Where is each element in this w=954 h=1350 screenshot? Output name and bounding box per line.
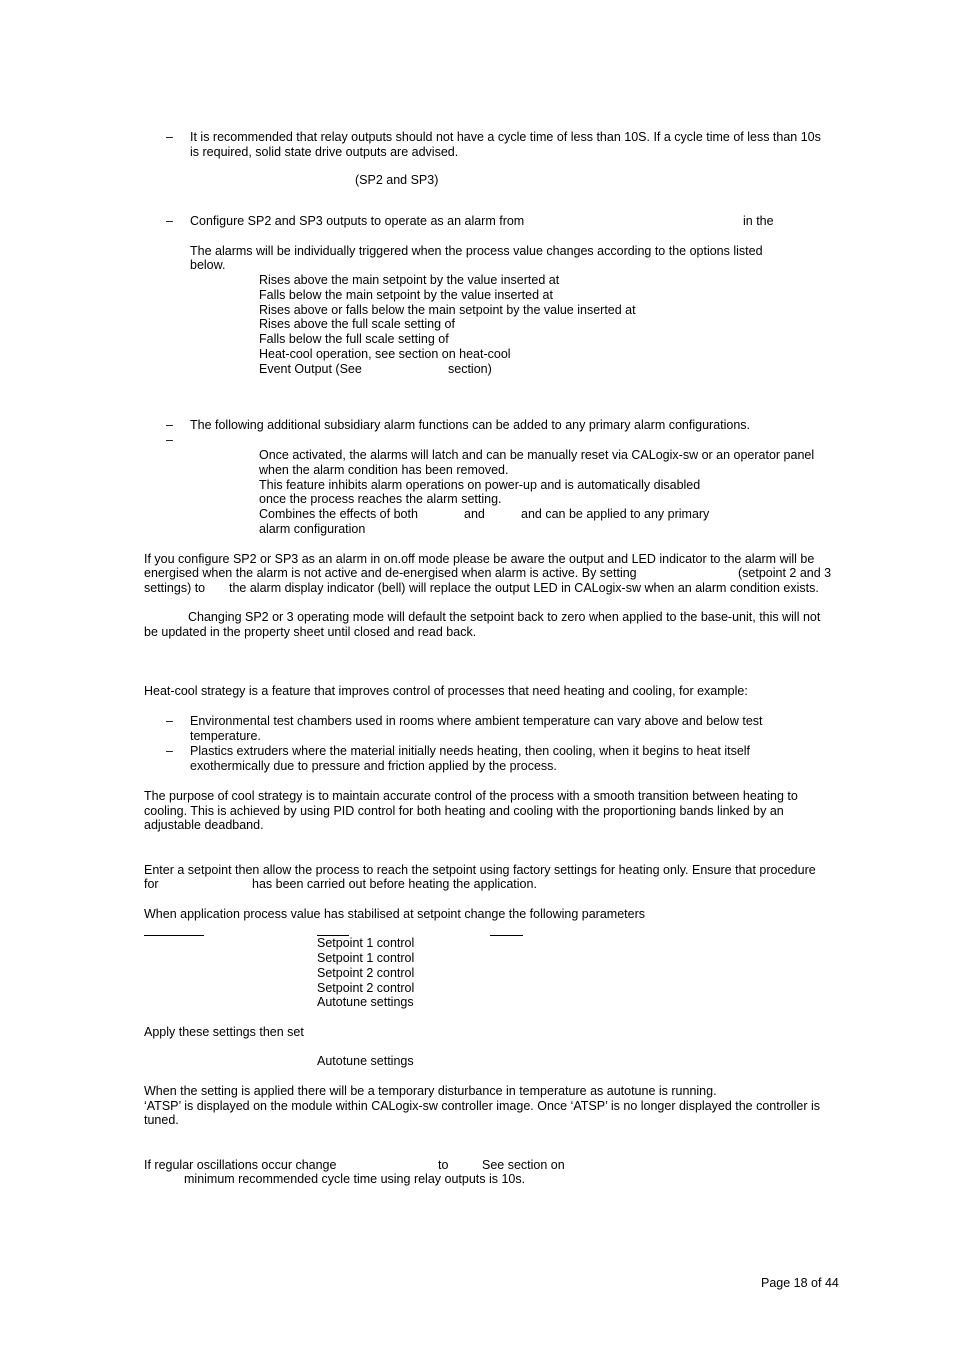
table-header-rule — [144, 935, 204, 936]
bullet-dash: – — [166, 418, 173, 432]
bullet-dash: – — [166, 433, 173, 447]
oscill-pre: If regular oscillations occur change — [144, 1158, 337, 1172]
bullet-dash: – — [166, 744, 173, 758]
param-row: Setpoint 1 control — [317, 951, 415, 965]
autotune-note-line1: When the setting is applied there will be a temporary disturbance in temperature as autotune is running. — [144, 1084, 717, 1098]
bullet-dash: – — [166, 130, 173, 144]
apply-text: Apply these settings then set — [144, 1025, 304, 1039]
autotune-note-line2: ‘ATSP’ is displayed on the module within CALogix-sw controller image. Once ‘ATSP’ is no longer displayed the controller is — [144, 1099, 821, 1113]
onoff-line1: If you configure SP2 or SP3 as an alarm in on.off mode please be aware the output and LED indicator to the alarm will be — [144, 552, 815, 566]
latch-line1: Once activated, the alarms will latch and can be manually reset via CALogix-sw or an operator panel — [259, 448, 815, 462]
combine-and: and — [464, 507, 485, 521]
heatcool-example-line2: exothermically due to pressure and friction applied by the process. — [190, 759, 557, 773]
combine-line2: alarm configuration — [259, 522, 366, 536]
change-note-line2: be updated in the property sheet until closed and read back. — [144, 625, 477, 639]
setpoint-proc-line2: has been carried out before heating the application. — [252, 877, 537, 891]
heatcool-intro: Heat-cool strategy is a feature that improves control of processes that need heating and cooling, for example: — [144, 684, 748, 698]
onoff-line3b: the alarm display indicator (bell) will replace the output LED in CALogix-sw when an alarm condition exists. — [229, 581, 819, 595]
purpose-line3: adjustable deadband. — [144, 818, 264, 832]
setpoint-proc-for: for — [144, 877, 159, 891]
alarm-intro-line2: below. — [190, 258, 226, 272]
param-row: Autotune settings — [317, 995, 414, 1009]
setpoint-proc-line1: Enter a setpoint then allow the process to reach the setpoint using factory settings for heating only. Ensure that procedure — [144, 863, 816, 877]
inhibit-line1: This feature inhibits alarm operations on power-up and is automatically disabled — [259, 478, 701, 492]
bullet-dash: – — [166, 214, 173, 228]
page-number: Page 18 of 44 — [761, 1276, 839, 1290]
combine-post: and can be applied to any primary — [521, 507, 710, 521]
latch-line2: when the alarm condition has been removed. — [259, 463, 509, 477]
oscill-see: See section on — [482, 1158, 565, 1172]
sp-heading: (SP2 and SP3) — [355, 173, 439, 187]
alarm-option: Rises above or falls below the main setpoint by the value inserted at — [259, 303, 636, 317]
alarm-option: Falls below the main setpoint by the value inserted at — [259, 288, 553, 302]
param-row: Setpoint 2 control — [317, 966, 415, 980]
oscill-to: to — [438, 1158, 449, 1172]
event-output-pre: Event Output (See — [259, 362, 362, 376]
stabilised-text: When application process value has stabilised at setpoint change the following parameters — [144, 907, 645, 921]
bullet-dash: – — [166, 714, 173, 728]
purpose-line2: cooling. This is achieved by using PID control for both heating and cooling with the proportioning bands linked by an — [144, 804, 784, 818]
param-row: Setpoint 1 control — [317, 936, 415, 950]
autotune-row: Autotune settings — [317, 1054, 414, 1068]
alarm-option: Rises above the full scale setting of — [259, 317, 455, 331]
inhibit-line2: once the process reaches the alarm setting. — [259, 492, 502, 506]
alarm-option: Heat-cool operation, see section on heat-cool — [259, 347, 511, 361]
configure-text: Configure SP2 and SP3 outputs to operate as an alarm from — [190, 214, 525, 228]
alarm-option: Rises above the main setpoint by the value inserted at — [259, 273, 560, 287]
onoff-line3a: settings) to — [144, 581, 206, 595]
heatcool-example-line2: temperature. — [190, 729, 261, 743]
cycle-note-line1: It is recommended that relay outputs should not have a cycle time of less than 10S. If a cycle time of less than 10s — [190, 130, 821, 144]
heatcool-example-line1: Plastics extruders where the material initially needs heating, then cooling, when it begins to heat itself — [190, 744, 751, 758]
heatcool-example-line1: Environmental test chambers used in rooms where ambient temperature can vary above and below test — [190, 714, 763, 728]
onoff-line2a: energised when the alarm is not active and de-energised when alarm is active. By setting — [144, 566, 637, 580]
change-note-line1: Changing SP2 or 3 operating mode will default the setpoint back to zero when applied to the base-unit, this will not — [188, 610, 821, 624]
event-output-post: section) — [448, 362, 492, 376]
table-header-rule — [490, 935, 523, 936]
subsidiary-text: The following additional subsidiary alarm functions can be added to any primary alarm configurations. — [190, 418, 751, 432]
cycle-note-line2: is required, solid state drive outputs are advised. — [190, 145, 459, 159]
combine-pre: Combines the effects of both — [259, 507, 418, 521]
configure-in-the: in the — [743, 214, 774, 228]
oscill-line2: minimum recommended cycle time using relay outputs is 10s. — [184, 1172, 526, 1186]
purpose-line1: The purpose of cool strategy is to maintain accurate control of the process with a smooth transition between heating to — [144, 789, 798, 803]
alarm-intro-line1: The alarms will be individually triggered when the process value changes according to the options listed — [190, 244, 763, 258]
alarm-option: Falls below the full scale setting of — [259, 332, 449, 346]
param-row: Setpoint 2 control — [317, 981, 415, 995]
onoff-line2b: (setpoint 2 and 3 — [738, 566, 832, 580]
autotune-note-line3: tuned. — [144, 1113, 179, 1127]
